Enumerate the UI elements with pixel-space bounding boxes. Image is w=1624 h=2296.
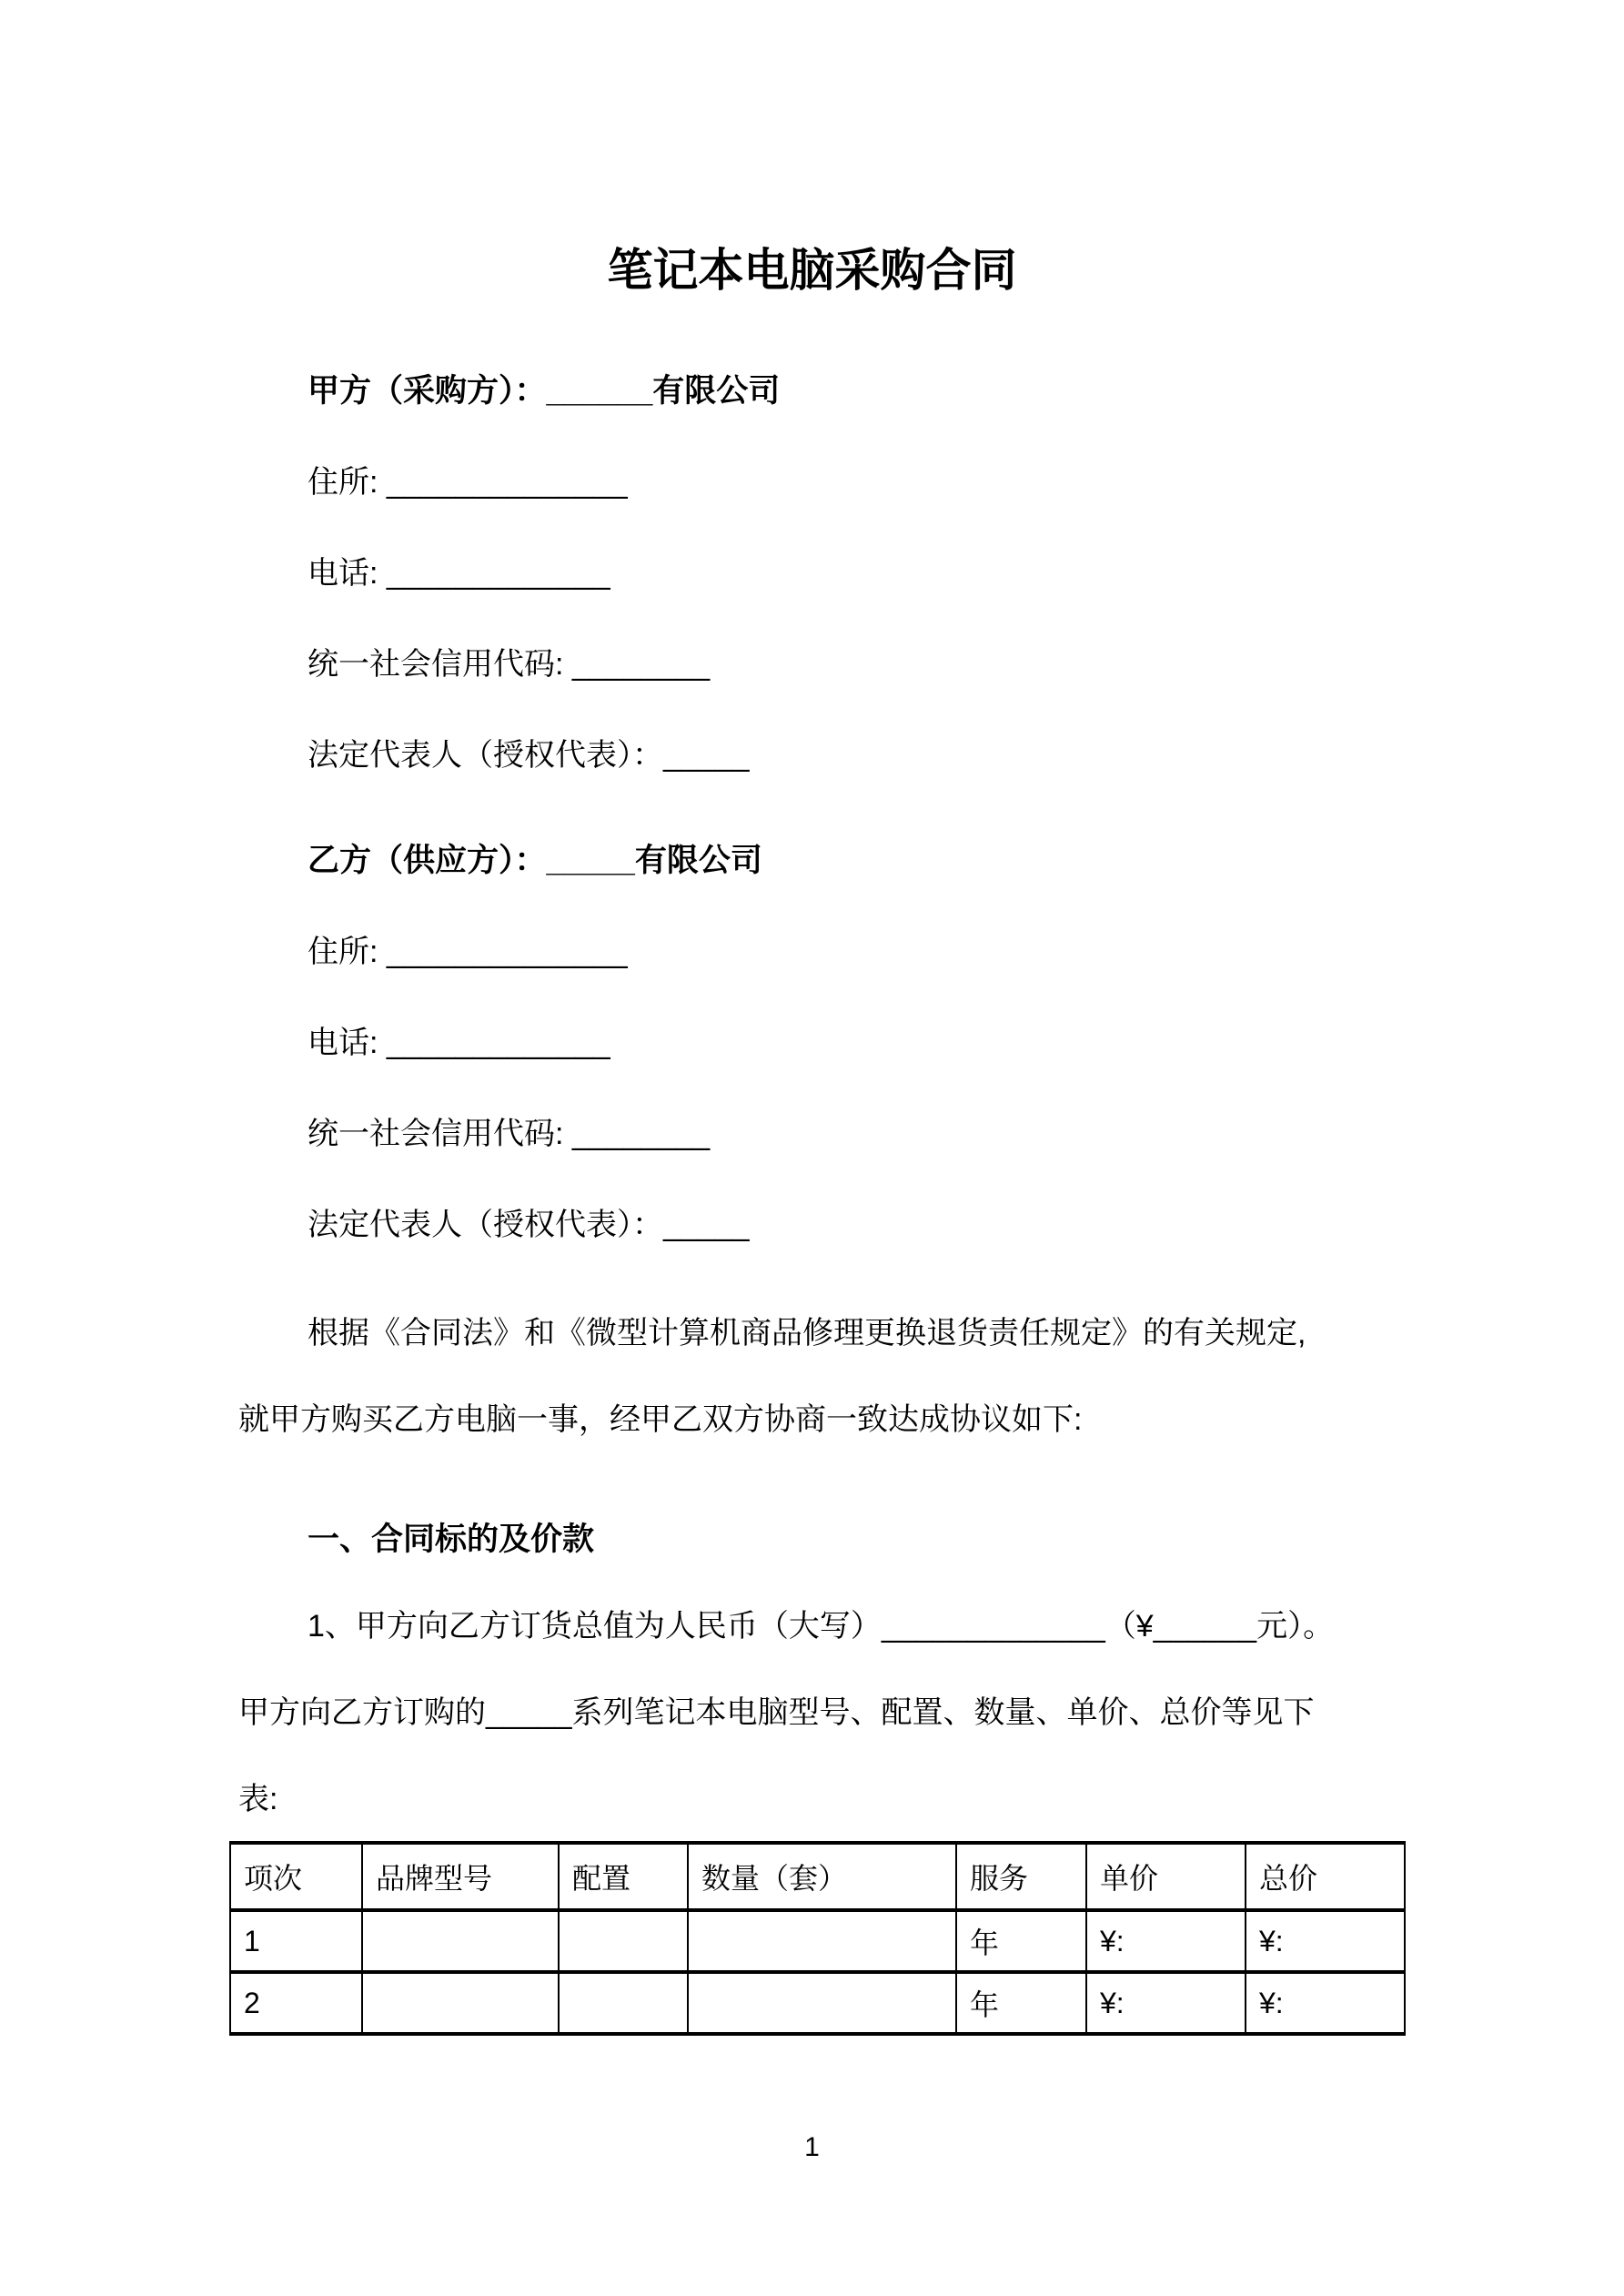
cell-total-price: ¥: xyxy=(1246,1910,1405,1972)
clause-1-line-2: 甲方向乙方订购的_____系列笔记本电脑型号、配置、数量、单价、总价等见下 xyxy=(238,1695,1315,1730)
party-b-credit-code: 统一社会信用代码: ________ xyxy=(308,1117,711,1151)
party-b-heading: 乙方（供应方）：_____有限公司 xyxy=(308,843,762,878)
col-header-quantity: 数量（套） xyxy=(688,1843,956,1910)
cell-quantity xyxy=(688,1910,956,1972)
party-a-legal-rep: 法定代表人（授权代表）：_____ xyxy=(308,738,750,773)
col-header-total-price: 总价 xyxy=(1246,1843,1405,1910)
cell-service: 年 xyxy=(956,1972,1086,2034)
col-header-brand-model: 品牌型号 xyxy=(362,1843,559,1910)
party-b-phone: 电话: _____________ xyxy=(308,1026,610,1060)
section-1-heading: 一、合同标的及价款 xyxy=(308,1522,595,1557)
party-b-legal-rep: 法定代表人（授权代表）：_____ xyxy=(308,1208,750,1242)
page-number: 1 xyxy=(804,2132,820,2162)
cell-unit-price: ¥: xyxy=(1086,1910,1246,1972)
party-a-address: 住所: ______________ xyxy=(308,465,628,500)
cell-brand xyxy=(362,1972,559,2034)
party-a-heading: 甲方（采购方）：______有限公司 xyxy=(308,373,781,409)
document-title: 笔记本电脑采购合同 xyxy=(607,245,1017,296)
col-header-config: 配置 xyxy=(559,1843,688,1910)
cell-unit-price: ¥: xyxy=(1086,1972,1246,2034)
cell-quantity xyxy=(688,1972,956,2034)
party-b-address: 住所: ______________ xyxy=(308,935,628,969)
col-header-service: 服务 xyxy=(956,1843,1086,1910)
clause-1-line-3: 表: xyxy=(238,1782,278,1816)
cell-index: 2 xyxy=(230,1972,362,2034)
party-a-phone: 电话: _____________ xyxy=(308,556,610,591)
table-row-1 xyxy=(230,1910,1405,1972)
product-spec-table xyxy=(229,1841,1406,2036)
table-row-2 xyxy=(230,1972,1405,2034)
intro-line-2: 就甲方购买乙方电脑一事，经甲乙双方协商一致达成协议如下: xyxy=(238,1402,1083,1437)
col-header-unit-price: 单价 xyxy=(1086,1843,1246,1910)
table-header-row xyxy=(230,1843,1405,1910)
clause-1-line-1: 1、甲方向乙方订货总值为人民币（大写）_____________（¥______元）。 xyxy=(308,1609,1335,1644)
cell-config xyxy=(559,1910,688,1972)
cell-total-price: ¥: xyxy=(1246,1972,1405,2034)
col-header-item-no: 项次 xyxy=(230,1843,362,1910)
cell-service: 年 xyxy=(956,1910,1086,1972)
cell-index: 1 xyxy=(230,1910,362,1972)
cell-config xyxy=(559,1972,688,2034)
cell-brand xyxy=(362,1910,559,1972)
intro-line-1: 根据《合同法》和《微型计算机商品修理更换退货责任规定》的有关规定, xyxy=(308,1316,1306,1350)
party-a-credit-code: 统一社会信用代码: ________ xyxy=(308,647,711,682)
